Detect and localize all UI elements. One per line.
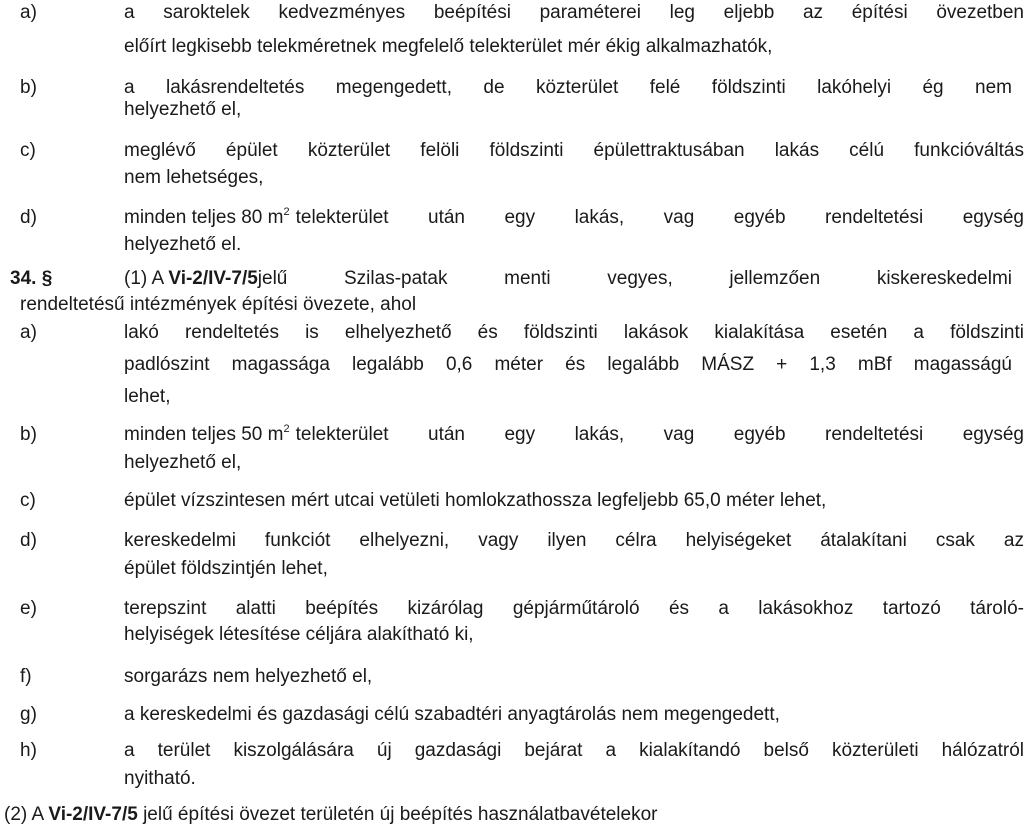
list-label: d) bbox=[20, 530, 37, 551]
list-text: a lakásrendeltetés megengedett, de közterület felé földszinti lakóhelyi ég nem bbox=[124, 77, 1012, 98]
list-label: a) bbox=[20, 2, 37, 23]
list-text-part: telekterület után egy lakás, vag egyéb rendeltetési egység bbox=[295, 424, 1024, 445]
list-text: a kereskedelmi és gazdasági célú szabadtéri anyagtárolás nem megengedett, bbox=[124, 704, 780, 725]
paragraph-part: jelű Szilas-patak menti vegyes, jellemzően kiskereskedelmi bbox=[257, 268, 1012, 289]
list-text-part: telekterület után egy lakás, vag egyéb rendeltetési egység bbox=[295, 207, 1024, 228]
paragraph-2: (2) A Vi-2/IV-7/5 jelű építési övezet területén új beépítés használatbavételekor bbox=[4, 804, 658, 825]
list-text: helyezhető el. bbox=[124, 234, 242, 255]
list-text: helyezhető el, bbox=[124, 452, 242, 473]
zone-code: Vi-2/IV-7/5 bbox=[168, 268, 258, 289]
superscript: 2 bbox=[283, 423, 290, 435]
list-label: c) bbox=[20, 140, 36, 161]
section-paragraph: rendeltetésű intézmények építési övezete, ahol bbox=[20, 294, 417, 315]
list-text: épület vízszintesen mért utcai vetületi homlokzathossza legfeljebb 65,0 méter lehet, bbox=[124, 490, 827, 511]
list-text: kereskedelmi funkciót elhelyezni, vagy ilyen célra helyiségeket átalakítani csak az bbox=[124, 530, 1024, 551]
list-label: f) bbox=[20, 666, 32, 687]
list-text: helyiségek létesítése céljára alakítható ki, bbox=[124, 624, 474, 645]
superscript: 2 bbox=[283, 206, 290, 218]
paragraph-part: (1) A Vi-2/IV-7/5 bbox=[124, 268, 258, 289]
list-label: b) bbox=[20, 424, 37, 445]
list-text: sorgarázs nem helyezhető el, bbox=[124, 666, 373, 687]
list-label: d) bbox=[20, 207, 37, 228]
list-label: h) bbox=[20, 740, 37, 761]
zone-code: Vi-2/IV-7/5 bbox=[48, 804, 138, 825]
list-text: előírt legkisebb telekméretnek megfelelő telekterület mér ékig alkalmazhatók, bbox=[124, 36, 773, 57]
list-text: meglévő épület közterület felöli földszinti épülettraktusában lakás célú funkcióváltás bbox=[124, 140, 1024, 161]
list-text: nyitható. bbox=[124, 768, 196, 789]
list-text: terepszint alatti beépítés kizárólag gépjárműtároló és a lakásokhoz tartozó tároló- bbox=[124, 598, 1024, 619]
list-text-part: minden teljes 50 $m^2$ bbox=[124, 423, 290, 445]
list-text: nem lehetséges, bbox=[124, 167, 264, 188]
section-paragraph bbox=[124, 266, 1012, 291]
list-text: padlószint magassága legalább 0,6 méter és legalább MÁSZ + 1,3 mBf magasságú bbox=[124, 354, 1012, 375]
list-text: lehet, bbox=[124, 386, 171, 407]
list-text bbox=[124, 205, 1024, 230]
list-label: g) bbox=[20, 704, 37, 725]
list-text: helyezhető el, bbox=[124, 99, 242, 120]
section-number: 34. § bbox=[10, 268, 53, 289]
list-text: a saroktelek kedvezményes beépítési paraméterei leg eljebb az építési övezetben bbox=[124, 2, 1024, 23]
list-text bbox=[124, 422, 1024, 447]
list-label: a) bbox=[20, 322, 37, 343]
list-label: e) bbox=[20, 598, 37, 619]
list-text-part: minden teljes 80 $m^2$ bbox=[124, 206, 290, 228]
list-text: a terület kiszolgálására új gazdasági bejárat a kialakítandó belső közterületi hálózatról bbox=[124, 740, 1024, 761]
list-label: c) bbox=[20, 490, 36, 511]
list-text: épület földszintjén lehet, bbox=[124, 558, 328, 579]
list-text: lakó rendeltetés is elhelyezhető és földszinti lakások kialakítása esetén a földszinti bbox=[124, 322, 1024, 343]
list-label: b) bbox=[20, 77, 37, 98]
